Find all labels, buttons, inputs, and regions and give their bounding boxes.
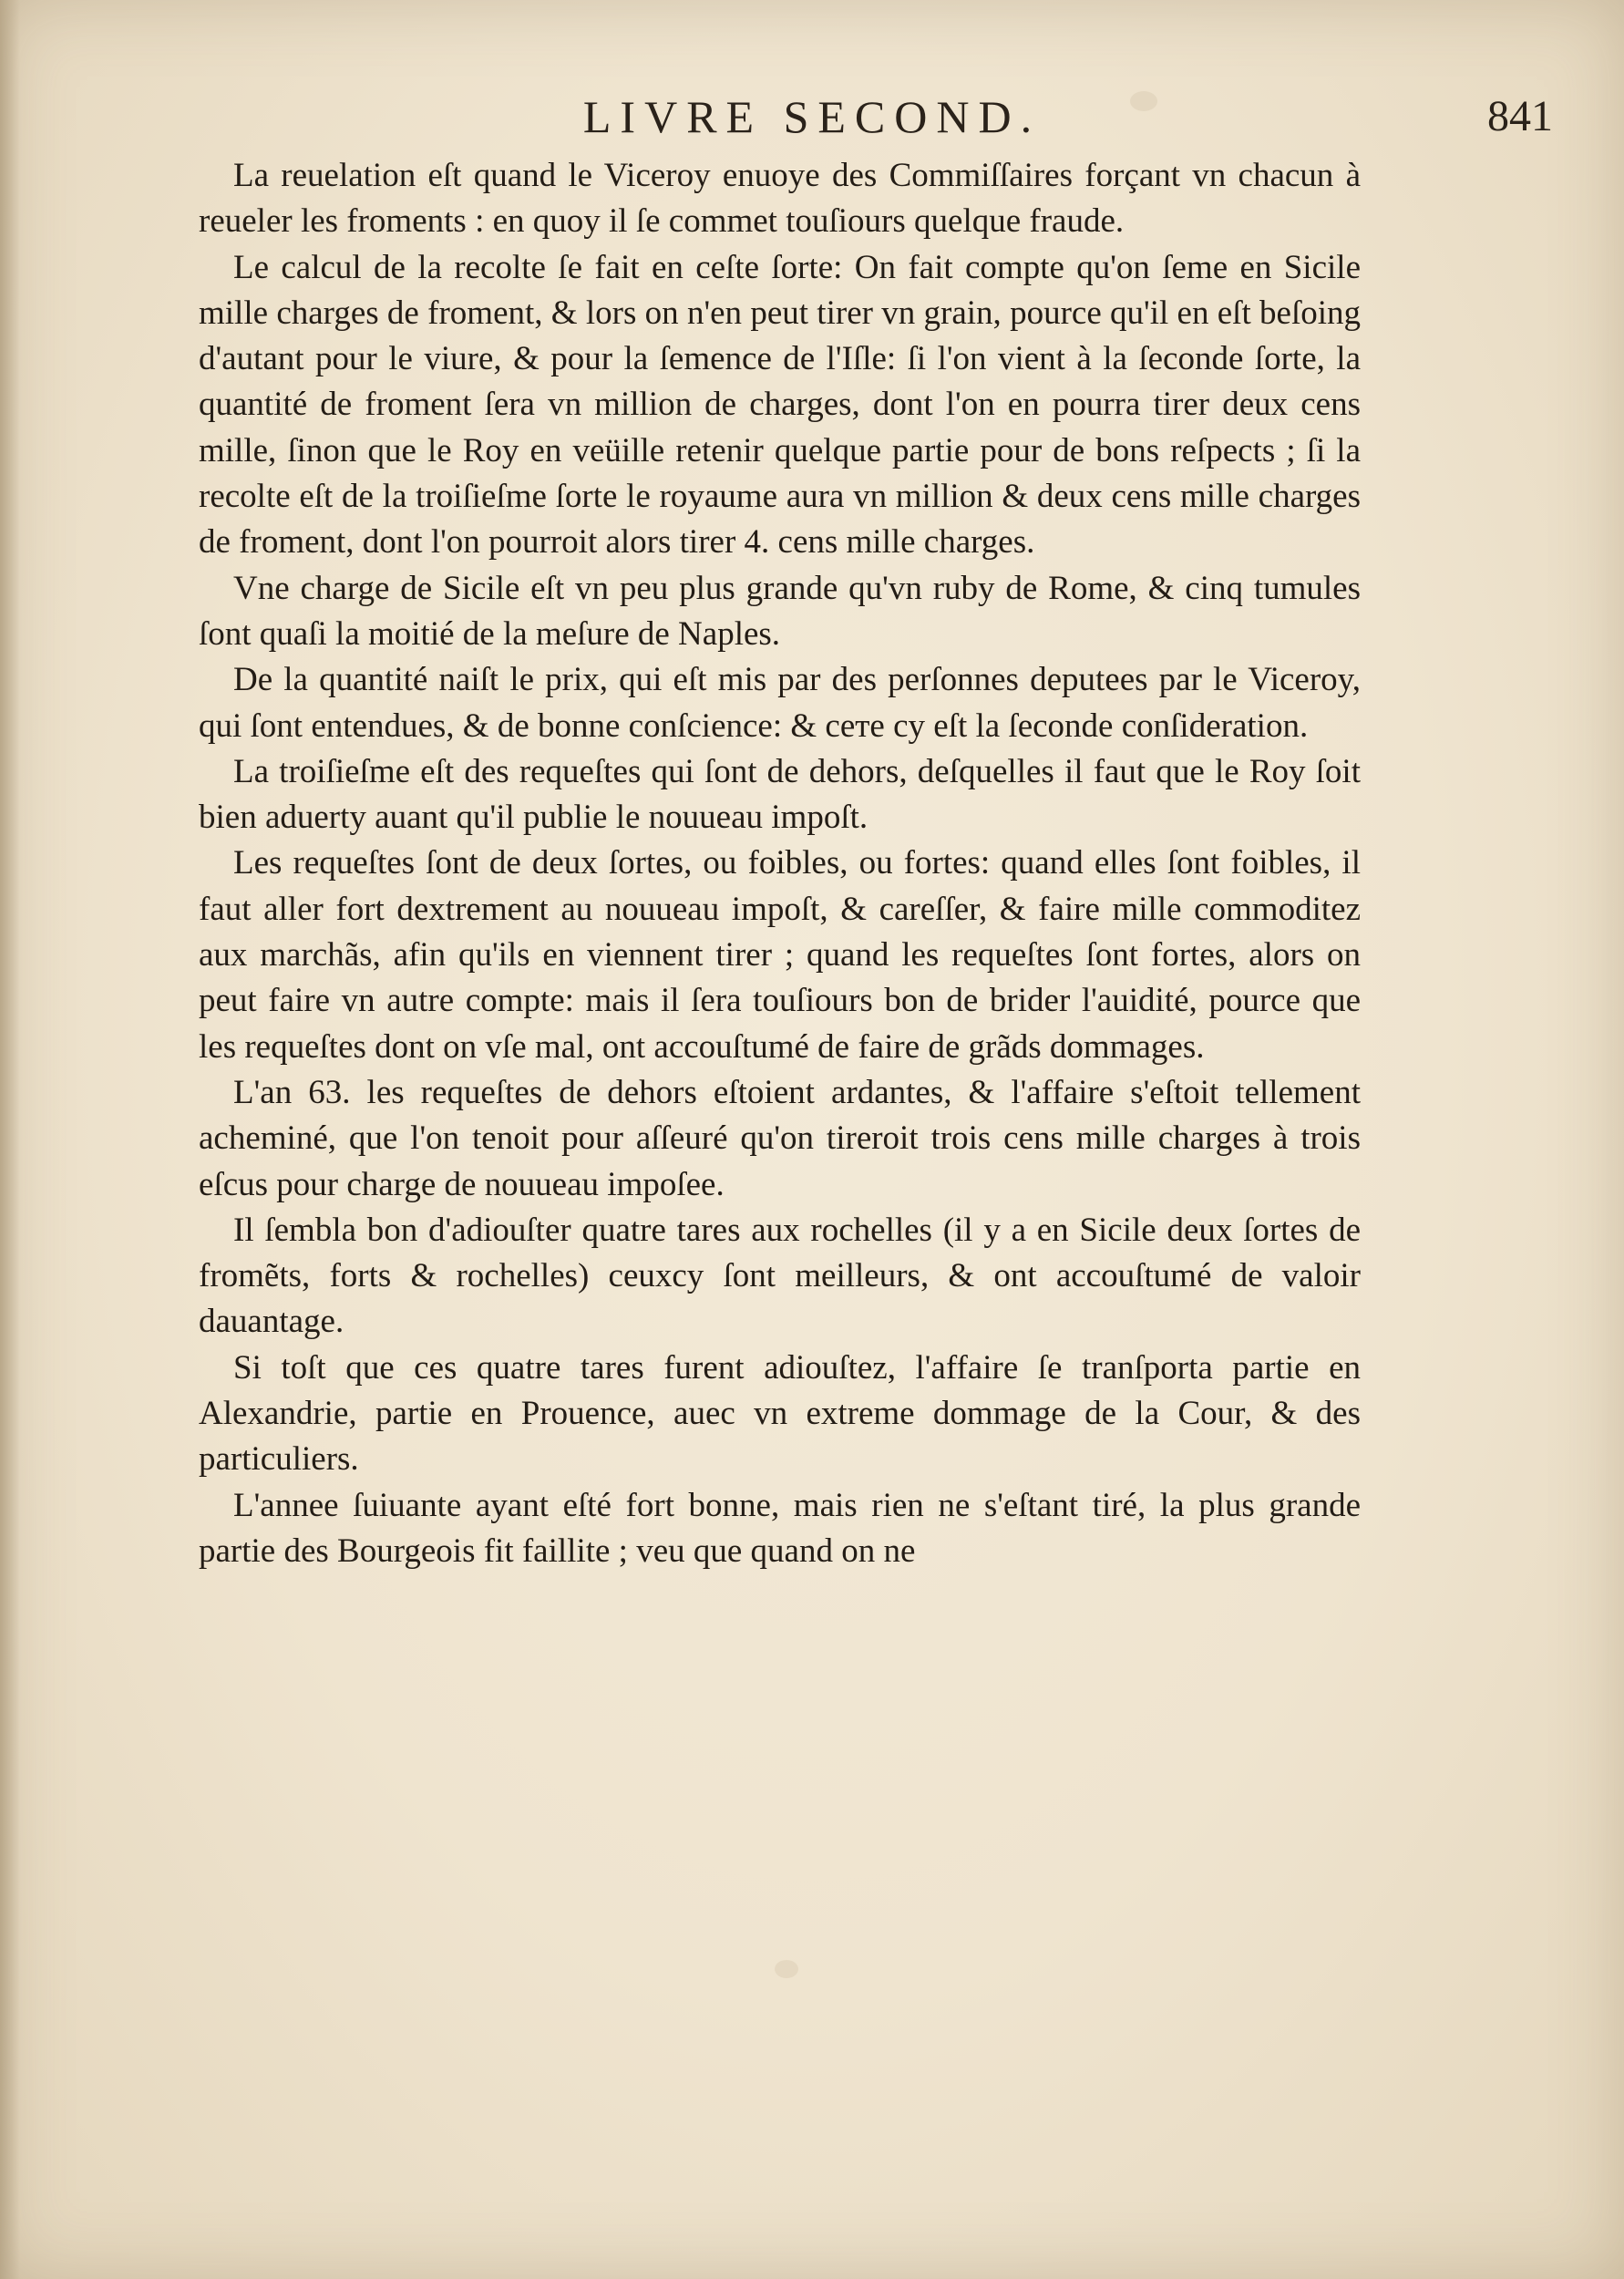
paragraph: L'annee ſuiuante ayant eſté fort bonne, mais rien ne s'eſtant tiré, la plus grande partie des Bourgeois fit faillite ; veu que quand on ne bbox=[199, 1486, 1361, 1570]
paragraph: De la quantité naiſt le prix, qui eſt mis par des perſonnes deputees par le Viceroy, qui ſont entendues, & de bonne conſcience: & ceте cy eſt la ſeconde conſideration. bbox=[199, 661, 1361, 745]
body-text bbox=[199, 153, 1361, 1574]
page-gutter-shadow bbox=[0, 0, 20, 2279]
paragraph: Vne charge de Sicile eſt vn peu plus grande qu'vn ruby de Rome, & cinq tumules ſont quaſi la moitié de la meſure de Naples. bbox=[199, 569, 1361, 653]
paragraph: Les requeſtes ſont de deux ſortes, ou foibles, ou fortes: quand elles ſont foibles, il faut aller fort dextrement au nouueau impoſt, & careſſer, & faire mille commoditez aux marchãs, afin qu'ils en viennent tirer ; quand les requeſtes ſont fortes, alors on peut faire vn autre compte: mais il ſera touſiours bon de brider l'auidité, pource que les requeſtes dont on vſe mal, ont accouſtumé de faire de grãds dommages. bbox=[199, 844, 1361, 1066]
paper-stain bbox=[775, 1960, 798, 1978]
paragraph: Il ſembla bon d'adiouſter quatre tares aux rochelles (il y a en Sicile deux ſortes de fromẽts, forts & rochelles) ceuxcy ſont meilleurs, & ont accouſtumé de valoir dauantage. bbox=[199, 1211, 1361, 1341]
paragraph: L'an 63. les requeſtes de dehors eſtoient ardantes, & l'affaire s'eſtoit tellement acheminé, que l'on tenoit pour aſſeuré qu'on tireroit trois cens mille charges à trois eſcus pour charge de nouueau impoſee. bbox=[199, 1073, 1361, 1203]
paragraph: Si toſt que ces quatre tares furent adiouſtez, l'affaire ſe tranſporta partie en Alexandrie, partie en Prouence, auec vn extreme dommage de la Cour, & des particuliers. bbox=[199, 1348, 1361, 1479]
running-title: LIVRE SECOND. bbox=[582, 91, 1042, 142]
paragraph: Le calcul de la recolte ſe fait en ceſte ſorte: On fait compte qu'on ſeme en Sicile mille charges de froment, & lors on n'en peut tirer vn grain, pource qu'il en eſt beſoing d'autant pour le viure, & pour la ſemence de l'Iſle: ſi l'on vient à la ſeconde ſorte, la quantité de froment ſera vn million de charges, dont l'on en pourra tirer deux cens mille, ſinon que le Roy en veüille retenir quelque partie pour de bons reſpects ; ſi la recolte eſt de la troiſieſme ſorte le royaume aura vn million & deux cens mille charges de froment, dont l'on pourroit alors tirer 4. cens mille charges. bbox=[199, 248, 1361, 562]
page-header bbox=[0, 80, 1624, 153]
page-number: 841 bbox=[1487, 92, 1553, 140]
paragraph: La troiſieſme eſt des requeſtes qui ſont de dehors, deſquelles il faut que le Roy ſoit bien aduerty auant qu'il publie le nouueau impoſt. bbox=[199, 752, 1361, 837]
paragraph: La reuelation eſt quand le Viceroy enuoye des Commiſſaires forçant vn chacun à reueler les froments : en quoy il ſe commet touſiours quelque fraude. bbox=[199, 157, 1361, 241]
